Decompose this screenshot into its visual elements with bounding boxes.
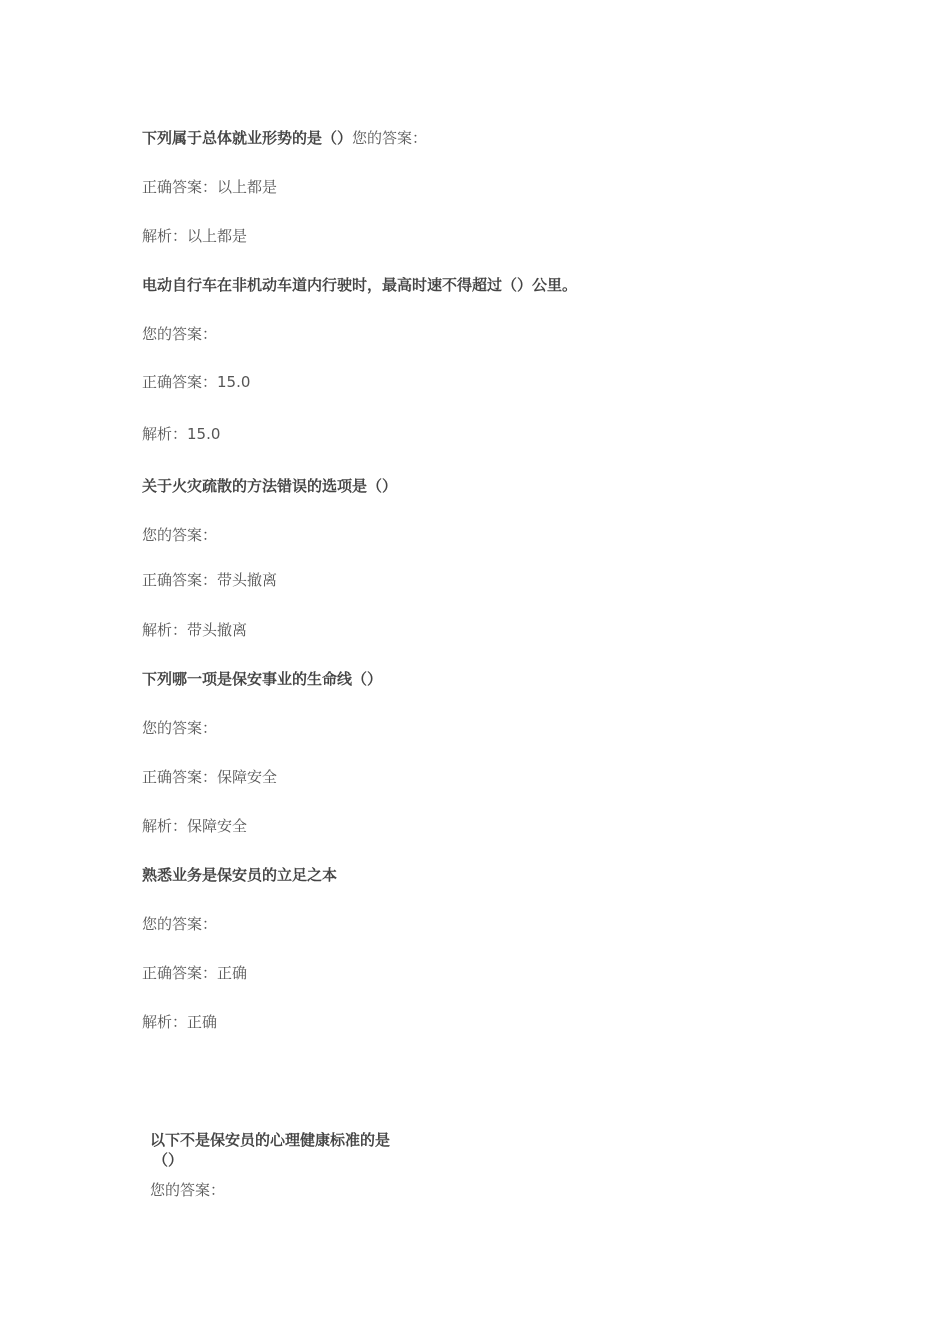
question-6-block xyxy=(150,1130,450,1200)
question-1-correct-answer: 正确答案：以上都是 xyxy=(142,178,278,196)
question-5: 熟悉业务是保安员的立足之本 xyxy=(142,866,338,884)
question-1 xyxy=(142,128,427,148)
question-6-line-2: （） xyxy=(153,1151,184,1169)
question-3-your-answer: 您的答案： xyxy=(142,526,218,544)
question-6-your-answer: 您的答案： xyxy=(150,1181,226,1199)
question-1-analysis: 解析：以上都是 xyxy=(142,227,248,245)
question-2-your-answer: 您的答案： xyxy=(142,325,218,343)
question-2: 电动自行车在非机动车道内行驶时，最高时速不得超过（）公里。 xyxy=(142,276,578,294)
question-5-analysis: 解析：正确 xyxy=(142,1013,218,1031)
question-3-analysis: 解析：带头撤离 xyxy=(142,621,248,639)
question-3: 关于火灾疏散的方法错误的选项是（） xyxy=(142,477,398,495)
question-2-correct-answer: 正确答案：15.0 xyxy=(142,373,251,391)
question-4-your-answer: 您的答案： xyxy=(142,719,218,737)
question-4: 下列哪一项是保安事业的生命线（） xyxy=(142,670,383,688)
question-5-your-answer: 您的答案： xyxy=(142,915,218,933)
question-2-analysis: 解析：15.0 xyxy=(142,425,221,443)
question-4-analysis: 解析：保障安全 xyxy=(142,817,248,835)
question-1-text: 下列属于总体就业形势的是（） xyxy=(142,129,353,147)
question-1-your-answer: 您的答案： xyxy=(352,129,428,147)
question-6-line-1: 以下不是保安员的心理健康标准的是 xyxy=(150,1131,391,1149)
question-4-correct-answer: 正确答案：保障安全 xyxy=(142,768,278,786)
question-5-correct-answer: 正确答案：正确 xyxy=(142,964,248,982)
question-3-correct-answer: 正确答案：带头撤离 xyxy=(142,571,278,589)
